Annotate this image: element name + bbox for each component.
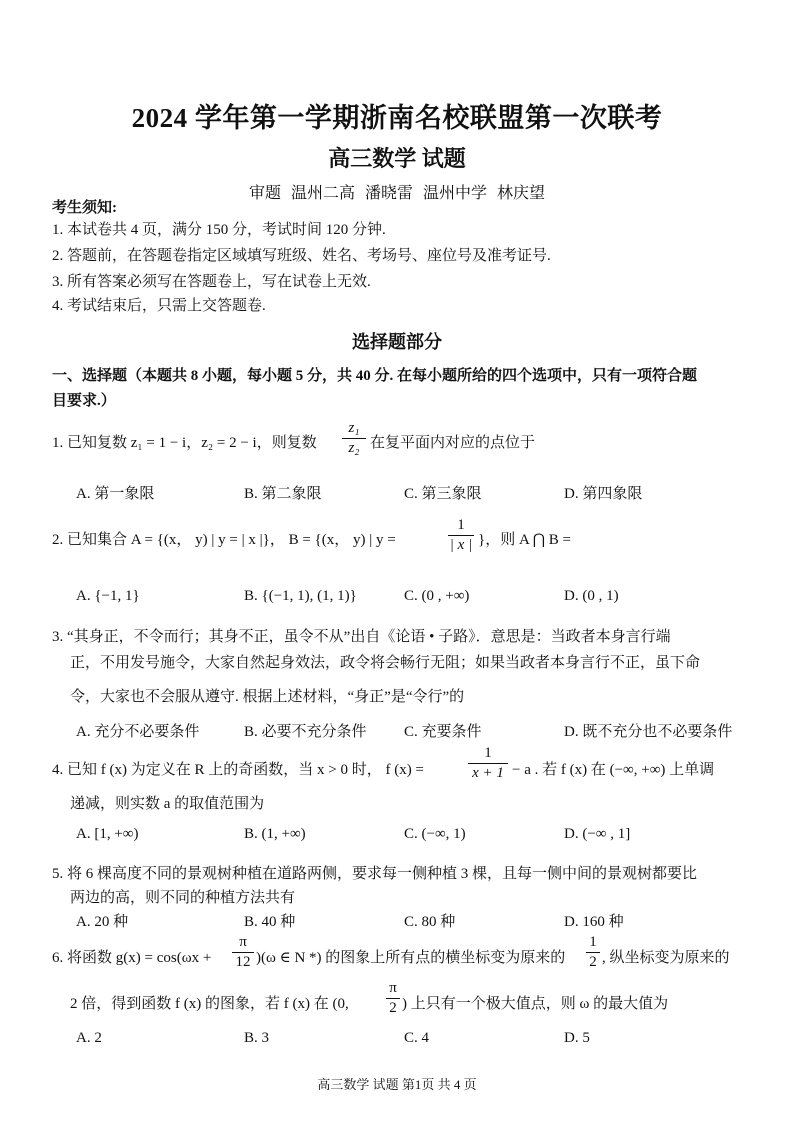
q4-option-b: B. (1, +∞) [244,826,306,842]
notice-item: 3. 所有答案必须写在答题卷上，写在试卷上无效. [52,274,371,290]
reviewers-line: 审题 温州二高 潘晓雷 温州中学 林庆望 [248,185,545,202]
q3-line3: 令，大家也不会服从遵守. 根据上述材料，“身正”是“令行”的 [70,689,465,705]
q6-option-d: D. 5 [564,1030,590,1046]
q2-stem-a: 2. 已知集合 A = {(x， y) | y = | x |}， B = {(x， y) | y = [52,532,396,548]
q5-line2: 两边的高，则不同的种植方法共有 [70,890,296,906]
q6-fraction-2 [586,934,600,971]
q6-frac2-num: 1 [589,934,597,950]
q1-stem-b: 在复平面内对应的点位于 [370,435,536,451]
q3-option-a: A. 充分不必要条件 [76,724,200,740]
notice-item: 2. 答题前，在答题卷指定区域填写班级、姓名、考场号、座位号及准考证号. [52,248,551,264]
q3-line2: 正，不用发号施令，大家自然起身效法，政令将会畅行无阻；如果当政者本身言行不正，虽下命 [70,655,701,671]
q5-option-b: B. 40 种 [244,914,296,930]
q4-fraction [468,745,508,782]
section-title: 选择题部分 [352,332,442,352]
q6-fraction-1 [232,934,254,971]
q6-stem-a: 6. 将函数 g(x) = cos(ωx + [52,950,212,966]
exam-subtitle: 高三数学 试题 [328,146,466,171]
notice-item: 4. 考试结束后，只需上交答题卷. [52,298,266,314]
part-heading-line2: 目要求.） [52,393,116,409]
q6-frac1-num: π [239,934,247,950]
q4-stem-b: − a . 若 f (x) 在 (−∞, +∞) 上单调 [512,762,715,778]
notice-item: 1. 本试卷共 4 页，满分 150 分，考试时间 120 分钟. [52,222,386,238]
q5-option-d: D. 160 种 [564,914,624,930]
q4-option-a: A. [1, +∞) [76,826,139,842]
q4-frac-num: 1 [484,745,492,761]
notice-heading: 考生须知: [52,200,117,216]
q6-stem-c: , 纵坐标变为原来的 [602,950,730,966]
q1-option-c: C. 第三象限 [404,486,482,502]
q4-option-c: C. (−∞, 1) [404,826,466,842]
q2-frac-num: 1 [457,517,465,533]
exam-title: 2024 学年第一学期浙南名校联盟第一次联考 [131,103,663,133]
q3-line1: 3. “其身正，不令而行；其身不正，虽令不从”出自《论语 • 子路》．意思是：当政者本身言行端 [52,629,671,645]
q2-option-b: B. {(−1, 1), (1, 1)} [244,588,357,604]
q5-line1: 5. 将 6 棵高度不同的景观树种植在道路两侧，要求每一侧种植 3 棵，且每一侧中间的景观树都要比 [52,866,698,882]
q3-option-d: D. 既不充分也不必要条件 [564,724,733,740]
q3-option-b: B. 必要不充分条件 [244,724,367,740]
q6-option-a: A. 2 [76,1030,102,1046]
q1-frac-den: z₂ [348,440,360,456]
q2-option-c: C. (0 , +∞) [404,588,470,604]
q6-frac3-den: 2 [389,1000,397,1016]
q1-fraction [342,420,366,457]
q2-option-a: A. {−1, 1} [76,588,140,604]
q6-frac1-den: 12 [235,954,251,970]
q2-frac-den: | x | [449,537,473,553]
q6-fraction-3 [386,980,400,1017]
q6-stem-b: )(ω ∈ N *) 的图象上所有点的横坐标变为原来的 [256,950,566,966]
q6-line2-a: 2 倍，得到函数 f (x) 的图象，若 f (x) 在 (0, [70,996,349,1012]
q6-option-c: C. 4 [404,1030,430,1046]
q1-option-d: D. 第四象限 [564,486,643,502]
page-footer: 高三数学 试题 第1页 共 4 页 [317,1077,477,1092]
q2-stem-b: }，则 A ⋂ B = [478,532,571,548]
q2-fraction [448,517,474,554]
q3-option-c: C. 充要条件 [404,724,482,740]
q1-option-b: B. 第二象限 [244,486,322,502]
q1-frac-num: z₁ [348,420,360,436]
q1-option-a: A. 第一象限 [76,486,155,502]
q6-option-b: B. 3 [244,1030,270,1046]
q6-frac2-den: 2 [589,954,597,970]
part-heading-line1: 一、选择题（本题共 8 小题，每小题 5 分，共 40 分. 在每小题所给的四个选项中，只有一项符合题 [52,368,698,384]
q2-option-d: D. (0 , 1) [564,588,619,604]
q5-option-c: C. 80 种 [404,914,456,930]
q5-option-a: A. 20 种 [76,914,129,930]
q4-option-d: D. (−∞ , 1] [564,826,631,842]
q6-frac3-num: π [389,980,397,996]
q1-stem-a: 1. 已知复数 z₁ = 1 − i，z₂ = 2 − i，则复数 [52,435,317,451]
q6-line2-b: ) 上只有一个极大值点，则 ω 的最大值为 [402,996,669,1012]
q4-frac-den: x + 1 [472,765,504,781]
q4-stem-a: 4. 已知 f (x) 为定义在 R 上的奇函数，当 x > 0 时， f (x) = [52,762,424,778]
q4-line2: 递减，则实数 a 的取值范围为 [70,796,265,812]
